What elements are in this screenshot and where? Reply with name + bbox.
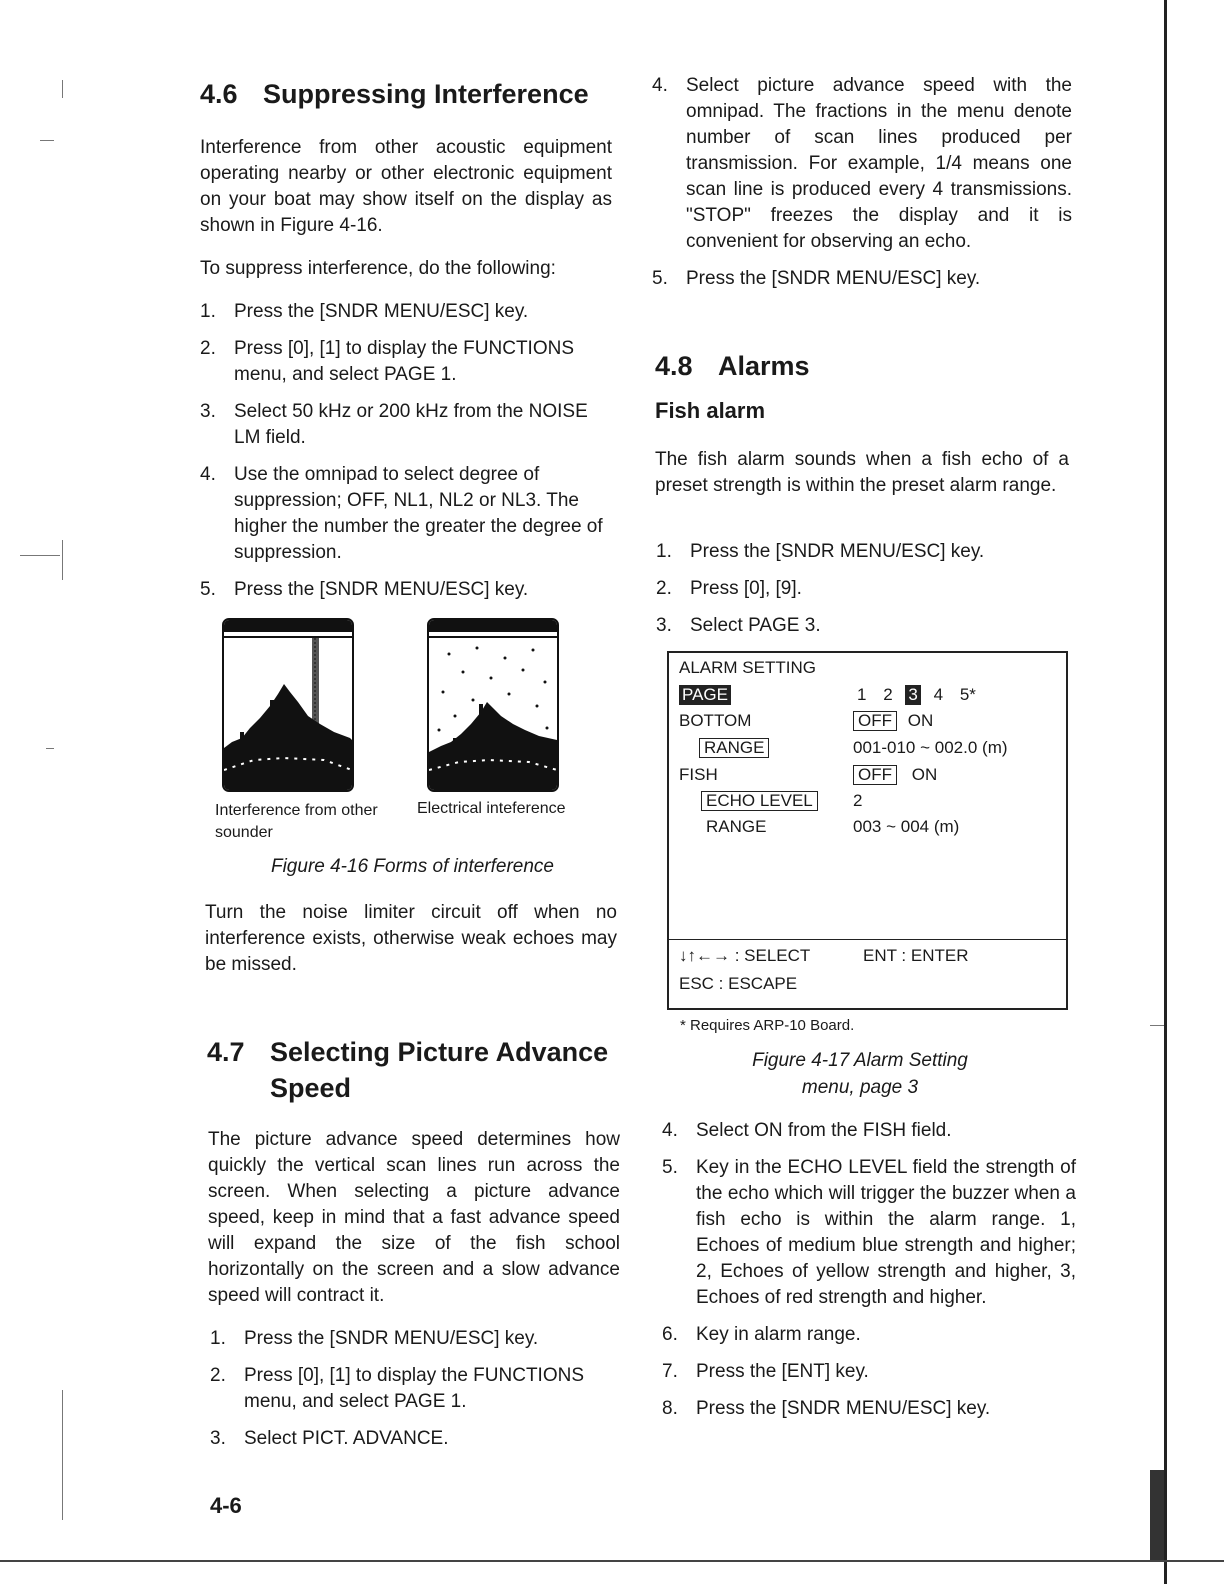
list-item: 4. Select picture advance speed with the omnipad. The fractions in the menu denote number of scan lines produced per transmission. For example, 1/4 means one scan line is produced every 4 transmissions. "STOP" freezes the display and it is convenient for observing an echo.	[652, 75, 1072, 252]
list-item: 5. Press the [SNDR MENU/ESC] key.	[652, 268, 981, 289]
list-item: 3. Select PAGE 3.	[656, 615, 821, 636]
sonar-echo-graphic	[224, 620, 352, 790]
menu-help-select: ↓↑←→ : SELECT	[679, 946, 811, 965]
alarm-setting-menu	[667, 651, 1068, 1010]
menu-echo-level-row	[679, 790, 1056, 812]
list-item: 2. Press [0], [1] to display the FUNCTIONS menu, and select PAGE 1.	[210, 1365, 584, 1412]
menu-divider	[669, 939, 1066, 940]
menu-fish-range-row	[679, 816, 1056, 838]
scan-mark	[62, 80, 63, 98]
scan-mark	[62, 1390, 63, 1520]
scan-mark	[46, 748, 54, 749]
menu-page-label: PAGE	[679, 685, 731, 705]
menu-bottom-range-row	[679, 737, 1056, 759]
section-title: Selecting Picture Advance	[270, 1037, 609, 1067]
menu-bottom-label: BOTTOM	[679, 711, 752, 730]
list-item: 7. Press the [ENT] key.	[662, 1361, 869, 1382]
scan-mark	[1150, 1025, 1164, 1026]
figure-label-interference-sounder: Interference from other sounder	[215, 802, 378, 841]
figure-4-17-caption-line1: Figure 4-17 Alarm Setting	[752, 1050, 968, 1071]
paragraph-suppress-intro: To suppress interference, do the following:	[200, 258, 556, 279]
menu-fish-off: OFF	[853, 765, 897, 785]
steps-picture-advance-continued	[652, 73, 1072, 303]
menu-fish-range-label: RANGE	[706, 817, 767, 836]
section-4-8-heading	[655, 350, 810, 383]
menu-fish-range-value: 003 ~ 004 (m)	[853, 817, 960, 836]
sonar-noise-graphic	[429, 620, 557, 790]
scan-mark	[20, 555, 60, 556]
list-item: 5. Press the [SNDR MENU/ESC] key.	[200, 579, 529, 600]
menu-fish-on: ON	[911, 765, 938, 784]
steps-suppress-list	[200, 299, 614, 614]
list-item: 1. Press the [SNDR MENU/ESC] key.	[656, 541, 985, 562]
menu-help-enter: ENT : ENTER	[863, 946, 969, 965]
binding-edge-line	[1164, 0, 1167, 1584]
section-number: 4.6	[200, 79, 238, 109]
steps-fish-alarm-a	[656, 539, 1070, 650]
paragraph-picture-advance: The picture advance speed determines how quickly the vertical scan lines run across the screen. When selecting a picture advance speed, keep in mind that a fast advance speed will expand the size of the fish school horizontally on the screen and a slow advance speed will contract it.	[208, 1129, 620, 1306]
scan-mark	[62, 540, 63, 580]
menu-fish-row	[679, 764, 1056, 786]
steps-picture-advance-list	[210, 1326, 624, 1463]
figure-4-16-caption: Figure 4-16 Forms of interference	[270, 856, 554, 877]
paragraph-fish-alarm: The fish alarm sounds when a fish echo of a preset strength is within the preset alarm range.	[655, 449, 1069, 496]
figure-label-electrical: Electrical inteference	[417, 800, 566, 817]
menu-footnote: * Requires ARP-10 Board.	[680, 1017, 855, 1034]
list-item: 2. Press [0], [1] to display the FUNCTIONS menu, and select PAGE 1.	[200, 338, 574, 385]
menu-page-5: 5*	[959, 685, 976, 704]
list-item: 3. Select PICT. ADVANCE.	[210, 1428, 449, 1449]
menu-echo-level-value: 2	[853, 791, 863, 810]
list-item: 3. Select 50 kHz or 200 kHz from the NOISE LM field.	[200, 401, 588, 448]
menu-range-label: RANGE	[699, 738, 769, 758]
section-number: 4.7	[207, 1037, 245, 1067]
paragraph-noise-limiter: Turn the noise limiter circuit off when no interference exists, otherwise weak echoes may be missed.	[205, 902, 617, 975]
section-number: 4.8	[655, 351, 693, 381]
list-item: 1. Press the [SNDR MENU/ESC] key.	[200, 301, 529, 322]
menu-page-4: 4	[933, 685, 944, 704]
menu-echo-level-label: ECHO LEVEL	[701, 791, 818, 811]
menu-title: ALARM SETTING	[679, 658, 816, 677]
page-number: 4-6	[210, 1493, 242, 1518]
menu-fish-label: FISH	[679, 765, 718, 784]
list-item: 6. Key in alarm range.	[662, 1324, 861, 1345]
menu-help-row-1	[679, 945, 1056, 967]
menu-range-value: 001-010 ~ 002.0 (m)	[853, 738, 1008, 757]
paragraph-interference-intro: Interference from other acoustic equipment operating nearby or other electronic equipment on your boat may show itself on the display as shown in Figure 4-16.	[200, 137, 612, 236]
section-title: Alarms	[718, 351, 810, 381]
menu-page-2: 2	[883, 685, 893, 704]
menu-bottom-row	[679, 710, 1056, 732]
binding-edge-shadow	[1150, 1470, 1164, 1560]
menu-page-selector	[857, 684, 976, 706]
list-item: 8. Press the [SNDR MENU/ESC] key.	[662, 1398, 991, 1419]
menu-page-row	[679, 684, 1056, 706]
list-item: 5. Key in the ECHO LEVEL field the strength of the echo which will trigger the buzzer when a fish echo is within the alarm range. 1, Echoes of medium blue strength and higher; 2, Echoes of yellow strength and higher, 3, Echoes of red strength and higher.	[662, 1157, 1076, 1308]
list-item: 4. Select ON from the FISH field.	[662, 1120, 952, 1141]
page-bottom-edge	[0, 1560, 1224, 1562]
menu-page-3-selected: 3	[905, 685, 920, 705]
menu-bottom-on: ON	[907, 711, 934, 730]
subsection-fish-alarm: Fish alarm	[655, 398, 766, 423]
section-title: Suppressing Interference	[263, 79, 589, 109]
steps-fish-alarm-b	[662, 1118, 1076, 1433]
list-item: 1. Press the [SNDR MENU/ESC] key.	[210, 1328, 539, 1349]
scan-mark	[40, 140, 54, 141]
list-item: 4. Use the omnipad to select degree of suppression; OFF, NL1, NL2 or NL3. The higher the number the greater the degree of suppression.	[200, 464, 603, 563]
menu-help-escape: ESC : ESCAPE	[679, 974, 798, 993]
menu-bottom-off: OFF	[853, 711, 897, 731]
sonar-image-interference-sounder	[222, 618, 354, 792]
figure-4-17-caption-line2: menu, page 3	[801, 1077, 919, 1098]
section-4-6-heading	[200, 78, 589, 111]
menu-page-1: 1	[857, 685, 867, 704]
list-item: 2. Press [0], [9].	[656, 578, 802, 599]
sonar-image-electrical-interference	[427, 618, 559, 792]
section-4-7-heading-line2: Speed	[270, 1073, 352, 1103]
section-4-7-heading	[207, 1036, 608, 1069]
